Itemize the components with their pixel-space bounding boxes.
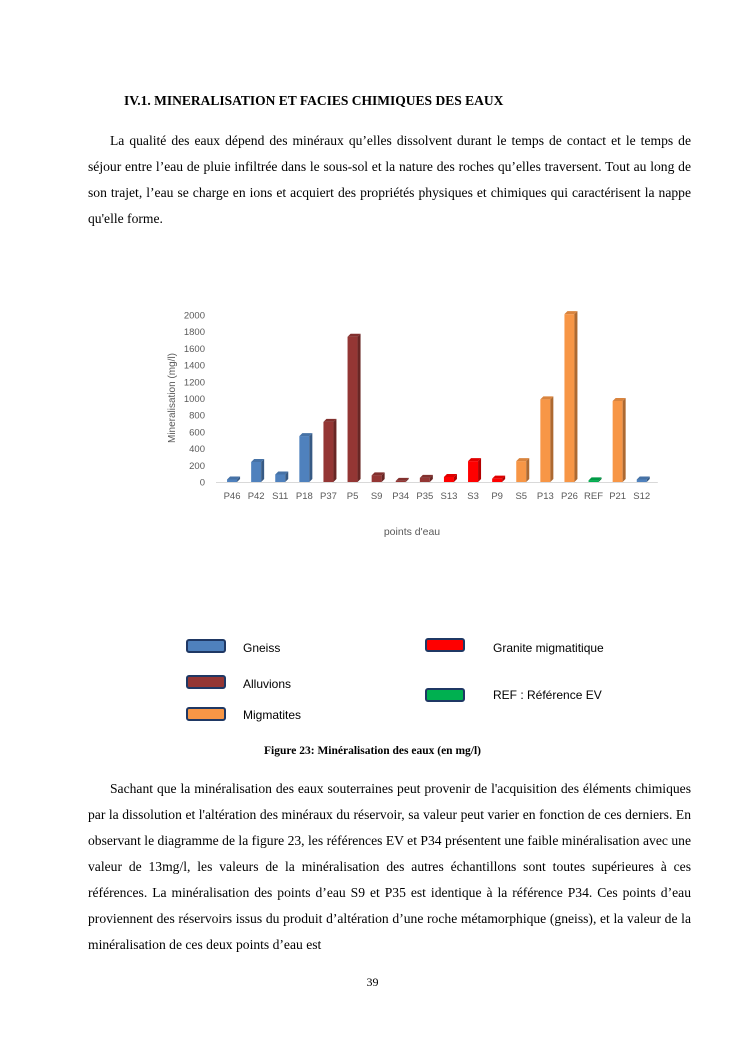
bar: [348, 334, 361, 482]
figure-caption: Figure 23: Minéralisation des eaux (en mg/l): [264, 745, 481, 757]
bar-front: [589, 480, 599, 482]
x-tick-label: P34: [392, 491, 410, 502]
bar-front: [564, 314, 574, 482]
y-axis-label: Mineralisation (mg/l): [167, 352, 178, 444]
legend-swatch-ref: [425, 688, 465, 702]
bar-front: [420, 478, 430, 482]
bar-front: [516, 461, 526, 482]
x-tick-label: P18: [295, 491, 313, 502]
x-tick-label: P9: [491, 491, 503, 502]
x-tick-label: P42: [247, 491, 265, 502]
legend-label-gneiss: Gneiss: [243, 641, 281, 655]
bar: [564, 311, 577, 482]
legend-label-alluvions: Alluvions: [243, 677, 292, 691]
y-tick-label: 1800: [183, 327, 205, 339]
x-axis: [216, 483, 658, 503]
bar-front: [468, 461, 478, 482]
y-tick-label: 1200: [183, 377, 205, 389]
y-tick-label: 600: [189, 427, 205, 439]
legend-label-migmatites: Migmatites: [243, 708, 302, 722]
x-tick-label: P46: [223, 491, 241, 502]
mineralisation-bar-chart: [160, 300, 660, 545]
y-tick-label: 1600: [183, 343, 205, 355]
bar: [516, 458, 529, 482]
bar-front: [275, 474, 285, 482]
y-tick-label: 400: [189, 444, 205, 456]
x-tick-label: P37: [319, 491, 337, 502]
bar-side: [550, 396, 553, 482]
bar: [420, 475, 433, 482]
bar: [299, 433, 312, 482]
intro-paragraph: La qualité des eaux dépend des minéraux qu’elles dissolvent durant le temps de contact et le temps de séjour entre l’eau de pluie infiltrée dans le sous-sol et la nature des roches qu’elles traversent. Tout au long de son trajet, l’eau se charge en ions et acquiert des propriétés physiques et chimiques qui caractérisent la nappe qu'elle forme.: [88, 133, 691, 226]
x-tick-label: P21: [609, 491, 627, 502]
x-tick-label: P26: [560, 491, 578, 502]
y-tick-label: 200: [189, 460, 205, 472]
bar-front: [323, 422, 333, 482]
x-tick-label: REF: [584, 491, 604, 502]
bar: [468, 458, 481, 482]
legend-swatch-alluvions: [186, 675, 226, 689]
legend-label-granite: Granite migmatitique: [493, 641, 604, 655]
body-paragraph: Sachant que la minéralisation des eaux souterraines peut provenir de l'acquisition des éléments chimiques par la dissolution et l'altération des minéraux du réservoir, sa valeur peut varier en fonction de ces derniers. En observant le diagramme de la figure 23, les références EV et P34 présentent une faible minéralisation avec une valeur de 13mg/l, les valeurs de la minéralisation des autres échantillons sont toutes supérieures à ces références. La minéralisation des points d’eau S9 et P35 est identique à la référence P34. Ces points d’eau proviennent des réservoirs issus du produit d’altération d’une roche métamorphique (gneiss), et la valeur de la minéralisation de ces deux points d’eau est: [88, 781, 691, 952]
y-tick-label: 2000: [183, 310, 205, 322]
bar-side: [574, 311, 577, 482]
legend-swatch-granite: [425, 638, 465, 652]
bar: [323, 419, 336, 482]
section-heading: IV.1. MINERALISATION ET FACIES CHIMIQUES DES EAUX: [124, 93, 504, 108]
bar-side: [526, 458, 529, 482]
x-tick-label: S5: [515, 491, 528, 502]
x-tick-label: P13: [536, 491, 554, 502]
bar-front: [251, 462, 261, 482]
bar: [637, 476, 650, 482]
bar-front: [444, 477, 454, 482]
bar: [540, 396, 553, 482]
bar: [372, 472, 385, 482]
y-tick-label: 1000: [183, 394, 205, 405]
bar-side: [309, 433, 312, 482]
y-tick-label: 1400: [183, 360, 205, 372]
bar: [396, 478, 409, 483]
bar: [589, 477, 602, 482]
x-axis-label: points d'eau: [383, 526, 441, 538]
x-tick-label: S3: [467, 491, 479, 502]
bar-front: [299, 436, 309, 482]
bar-side: [261, 459, 264, 482]
page-number: 39: [366, 975, 379, 989]
y-tick-label: 0: [199, 477, 205, 489]
x-tick-label: P5: [346, 491, 359, 502]
bar-side: [623, 398, 626, 482]
x-tick-label: P35: [416, 491, 434, 502]
bar-front: [348, 337, 358, 482]
x-tick-label: S9: [370, 491, 383, 502]
legend-label-ref: REF : Référence EV: [493, 688, 602, 702]
bar-side: [333, 419, 336, 482]
bar: [492, 476, 505, 482]
x-tick-label: S11: [272, 491, 289, 502]
bar-side: [358, 334, 361, 482]
bars: [227, 311, 650, 482]
legend-swatch-gneiss: [186, 639, 226, 653]
bar: [444, 474, 457, 482]
bar: [251, 459, 264, 482]
x-tick-label: S12: [633, 491, 651, 502]
bar-front: [613, 401, 623, 482]
y-axis: [184, 311, 205, 489]
bar-front: [227, 479, 237, 482]
bar-front: [540, 399, 550, 482]
legend-swatch-migmatites: [186, 707, 226, 721]
bar-side: [478, 458, 481, 482]
y-tick-label: 800: [189, 410, 205, 422]
bar-front: [637, 479, 647, 482]
bar: [613, 398, 626, 482]
bar-front: [372, 475, 382, 482]
bar-front: [492, 479, 502, 482]
x-tick-label: S13: [440, 491, 458, 502]
bar: [227, 476, 240, 482]
bar: [275, 471, 288, 482]
